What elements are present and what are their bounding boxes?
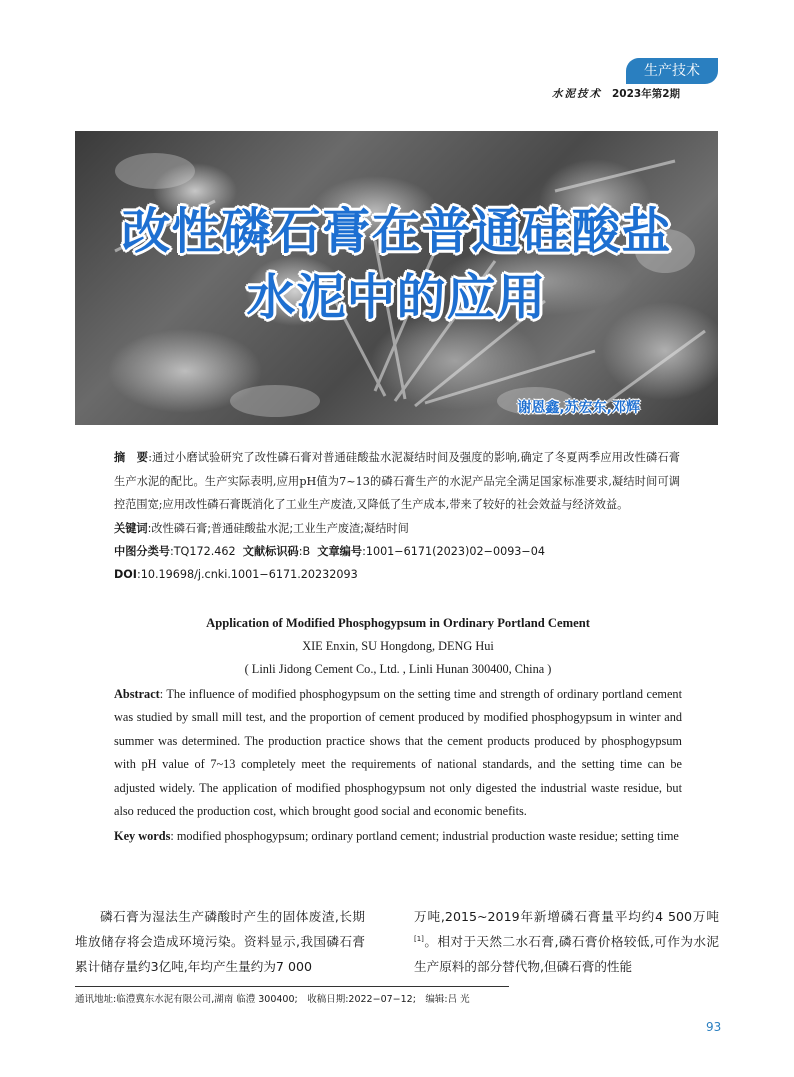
title-line-2: 水泥中的应用 [246, 269, 547, 326]
article-title-en: Application of Modified Phosphogypsum in Ordinary Portland Cement [206, 616, 590, 630]
doi-value: :10.19698/j.cnki.1001−6171.20232093 [136, 567, 358, 581]
doi-line [114, 563, 680, 586]
body-right-part-a: 万吨,2015~2019年新增磷石膏量平均约4 500万吨 [414, 909, 719, 924]
body-column-left: 磷石膏为湿法生产磷酸时产生的固体废渣,长期堆放储存将会造成环境污染。资料显示,我国磷石膏累计储存量约3亿吨,年均产生量约为7 000 [75, 909, 365, 974]
article-title-cn [75, 199, 718, 331]
journal-header [552, 86, 680, 101]
title-line-1: 改性磷石膏在普通硅酸盐 [121, 203, 672, 260]
hero-banner [75, 131, 718, 425]
abstract-cn [114, 446, 680, 517]
keywords-cn-label: 关键词 [114, 521, 148, 535]
page-number: 93 [706, 1020, 722, 1034]
abstract-en-text: : The influence of modified phosphogypsum on the setting time and strength of ordinary portland cement was studied by small mill test, and the proportion of cement produced by modified phosphogypsum in winter and summer was determined. The production practice shows that the cement products produced by phosphogypsum with pH value of 7~13 completely meet the requirements of national standards, and the setting time can be adjusted widely. The application of modified phosphogypsum not only digested the industrial waste residue, but also reduced the production cost, which brought good social and economic benefits. [114, 687, 682, 819]
authors-en: XIE Enxin, SU Hongdong, DENG Hui [302, 639, 494, 653]
keywords-cn-text: :改性磷石膏;普通硅酸盐水泥;工业生产废渣;凝结时间 [147, 521, 409, 535]
doc-code-value: :B [298, 544, 311, 558]
abstract-cn-block [114, 446, 680, 586]
clc-label: 中图分类号 [114, 544, 170, 558]
keywords-en-label: Key words [114, 829, 171, 844]
classification-line [114, 540, 680, 563]
section-tag: 生产技术 [626, 58, 718, 84]
citation-ref[interactable]: [1] [414, 934, 424, 943]
body-column-right [414, 904, 719, 979]
footnote-rule [75, 986, 509, 987]
abstract-en [114, 683, 682, 823]
journal-issue: 2023年第2期 [612, 88, 681, 100]
doc-code-label: 文献标识码 [242, 544, 299, 558]
journal-name: 水泥技术 [552, 88, 602, 100]
keywords-cn [114, 517, 680, 540]
clc-value: :TQ172.462 [169, 544, 236, 558]
authors-cn: 谢恩鑫,苏宏东,邓辉 [517, 400, 640, 416]
article-no-label: 文章编号 [317, 544, 363, 558]
footnote: 通讯地址:临澧冀东水泥有限公司,湖南 临澧 300400; 收稿日期:2022−07−12; 编辑:吕 光 [75, 994, 470, 1005]
doi-label: DOI [114, 567, 137, 581]
keywords-en [114, 825, 682, 848]
abstract-cn-text: :通过小磨试验研究了改性磷石膏对普通硅酸盐水泥凝结时间及强度的影响,确定了冬夏两季应用改性磷石膏生产水泥的配比。生产实际表明,应用pH值为7~13的磷石膏生产的水泥产品完全满足国家标准要求,凝结时间可调控范围宽;应用改性磷石膏既消化了工业生产废渣,又降低了生产成本,带来了较好的社会效益与经济效益。 [114, 451, 680, 512]
abstract-cn-label: 摘 要 [114, 451, 149, 464]
body-right-part-b: 。相对于天然二水石膏,磷石膏价格较低,可作为水泥生产原料的部分替代物,但磷石膏的性能 [414, 934, 719, 974]
article-no-value: :1001−6171(2023)02−0093−04 [362, 544, 546, 558]
affiliation-en: ( Linli Jidong Cement Co., Ltd. , Linli Hunan 300400, China ) [244, 662, 552, 676]
abstract-en-label: Abstract [114, 687, 160, 701]
keywords-en-text: : modified phosphogypsum; ordinary portland cement; industrial production waste residue; setting time [170, 829, 679, 844]
english-block [114, 612, 682, 849]
